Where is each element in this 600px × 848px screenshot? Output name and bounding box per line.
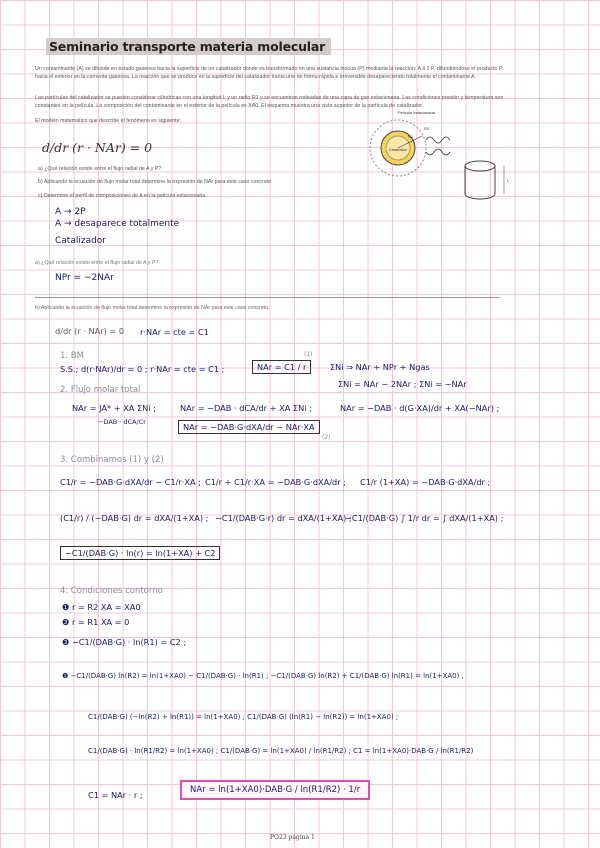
hw-substitution-1: ❶ −C1/(DAB·G) ln(R2) = ln(1+XA0) − C1/(DAB·G) · ln(R1) ; −C1/(DAB·G) ln(R2) + C1/(DAB·G) ln(R1) = ln(1+XA0) , [62,672,464,680]
main-equation: d/dr (r · NAr) = 0 [42,140,153,155]
intro-paragraph-2: Las partículas del catalizador se pueden considerar cilíndricas con una longitud L y un radio R1 y se encuentran rodeadas de una capa de gas estacionaria. Las condiciones presión y temperatura son constantes en la película. La composición del contaminante en el exterior de la película es XA0. El esquema muestra una vista superior de la partícula de catalizador. [35,95,504,109]
hw-b-equation: d/dr (r · NAr) = 0 [55,326,125,336]
hw-fick-2: NAr = −DAB · dCA/dr + XA ΣNi ; [180,403,312,413]
boundary-condition-2: ❷ r = R1 XA = 0 [62,617,130,627]
flux-wave-2 [426,149,450,155]
cylinder-top [465,161,495,171]
tag-2: (2) [322,434,331,441]
section-2-heading: 2. Flujo molar total [60,385,141,395]
section-divider [35,297,500,298]
hw-c1-definition: C1 = NAr · r ; [88,790,143,800]
hw-fick-4: −DAB · dCA/Cr [98,418,146,426]
hw-combine-5: −C1/(DAB·G·r) dr = dXA/(1+XA) ; [215,513,352,523]
hw-catalyst-word: Catalizador [55,236,107,246]
label-r2: R2 [424,126,430,131]
section-1-heading: 1. BM [60,351,84,361]
hw-substitution-3: C1/(DAB·G) · ln(R1/R2) = ln(1+XA0) ; C1/(DAB·G) = ln(1+XA0) / ln(R1/R2) ; C1 = ln(1+XA0)·DAB·G / ln(R1/R2) [88,747,474,755]
label-catalizador: Catalizador [389,148,408,152]
hw-answer-a: NPr = −2NAr [55,273,114,283]
page-footer: PO23 página 1 [270,834,315,841]
hw-combine-4: (C1/r) / (−DAB·G) dr = dXA/(1+XA) ; [60,513,209,523]
intro-paragraph-3: El modelo matemático que describe el fenómeno es siguiente: [35,118,182,124]
hw-ss-line: S.S.; d(r·NAr)/dr = 0 ; r·NAr = cte = C1 ; [60,364,225,374]
boxed-total-flux: NAr = −DAB·G·dXA/dr − NAr·XA [178,420,320,434]
section-3-heading: 3. Combinamos (1) y (2) [60,455,164,465]
question-a-repeat: a) ¿Qué relación existe entre el flujo radial de A y P? [35,260,159,266]
hw-combine-2: C1/r + C1/r·XA = −DAB·G·dXA/dr ; [205,477,346,487]
hw-b-result: r·NAr = cte = C1 [140,327,209,337]
section-4-heading: 4. Condiciones contorno [60,586,163,596]
hw-reaction: A → 2P [55,207,86,217]
boundary-condition-applied: ❷ −C1/(DAB·G) · ln(R1) = C2 ; [62,637,187,647]
question-c: c) Determine el perfil de composiciones de A en la película estacionaria. [38,193,207,199]
hw-substitution-2: C1/(DAB·G) (−ln(R2) + ln(R1)) = ln(1+XA0) ; C1/(DAB·G) (ln(R1) − ln(R2)) = ln(1+XA0) ; [88,713,399,721]
boxed-integrated-equation: −C1/(DAB·G) · ln(r) = ln(1+XA) + C2 [60,546,220,560]
hw-sum-fluxes-result: ΣNi = NAr − 2NAr ; ΣNi = −NAr [338,379,467,389]
intro-paragraph-1: Un contaminante (A) se difunde en estado gaseoso hacia la superficie de un catalizador donde es transformado en una sustancia inocua (P) mediante la reacción: A à 2 P, difundiéndose el producto P hacia el exterior en la corriente gaseosa. La reacción que se produce en la superficie del catalizador transcurre de forma rápida e irreversible desapareciendo totalmente el contaminante A. [35,66,503,80]
final-result-box: NAr = ln(1+XA0)·DAB·G / ln(R1/R2) · 1/r [180,780,370,800]
question-a: a) ¿Qué relación existe entre el flujo radial de A y P? [38,166,162,172]
label-r1: R1 [408,134,414,139]
hw-fick-3: NAr = −DAB · d(G·XA)/dr + XA(−NAr) ; [340,403,500,413]
page-title: Seminario transporte materia molecular [46,38,331,55]
question-b: b) Aplicando la ecuación de flujo molar total determine la expresión de NAr para este caso concreto. [38,179,273,185]
question-b-repeat: b) Aplicando la ecuación de flujo molar total determine la expresión de NAr para este caso concreto. [35,305,270,311]
cylinder-bottom [465,194,495,199]
hw-combine-1: C1/r = −DAB·G·dXA/dr − C1/r·XA ; [60,477,201,487]
hw-a-disappears: A → desaparece totalmente [55,219,180,229]
label-l: L [507,178,510,183]
tag-1: (1) [304,351,313,358]
hw-combine-6: −C1/(DAB·G) ∫ 1/r dr = ∫ dXA/(1+XA) ; [345,513,504,523]
boundary-condition-1: ❶ r = R2 XA = XA0 [62,602,141,612]
hw-combine-3: C1/r (1+XA) = −DAB·G·dXA/dr ; [360,477,491,487]
flux-wave [426,137,450,143]
label-pelicula: Película estacionaria [398,110,435,115]
hw-sum-fluxes: ΣNi ⇒ NAr + NPr + Ngas [330,362,430,372]
hw-fick-1: NAr = JA* + XA ΣNi ; [72,403,156,413]
boxed-flux-equation: NAr = C1 / r [252,360,311,374]
